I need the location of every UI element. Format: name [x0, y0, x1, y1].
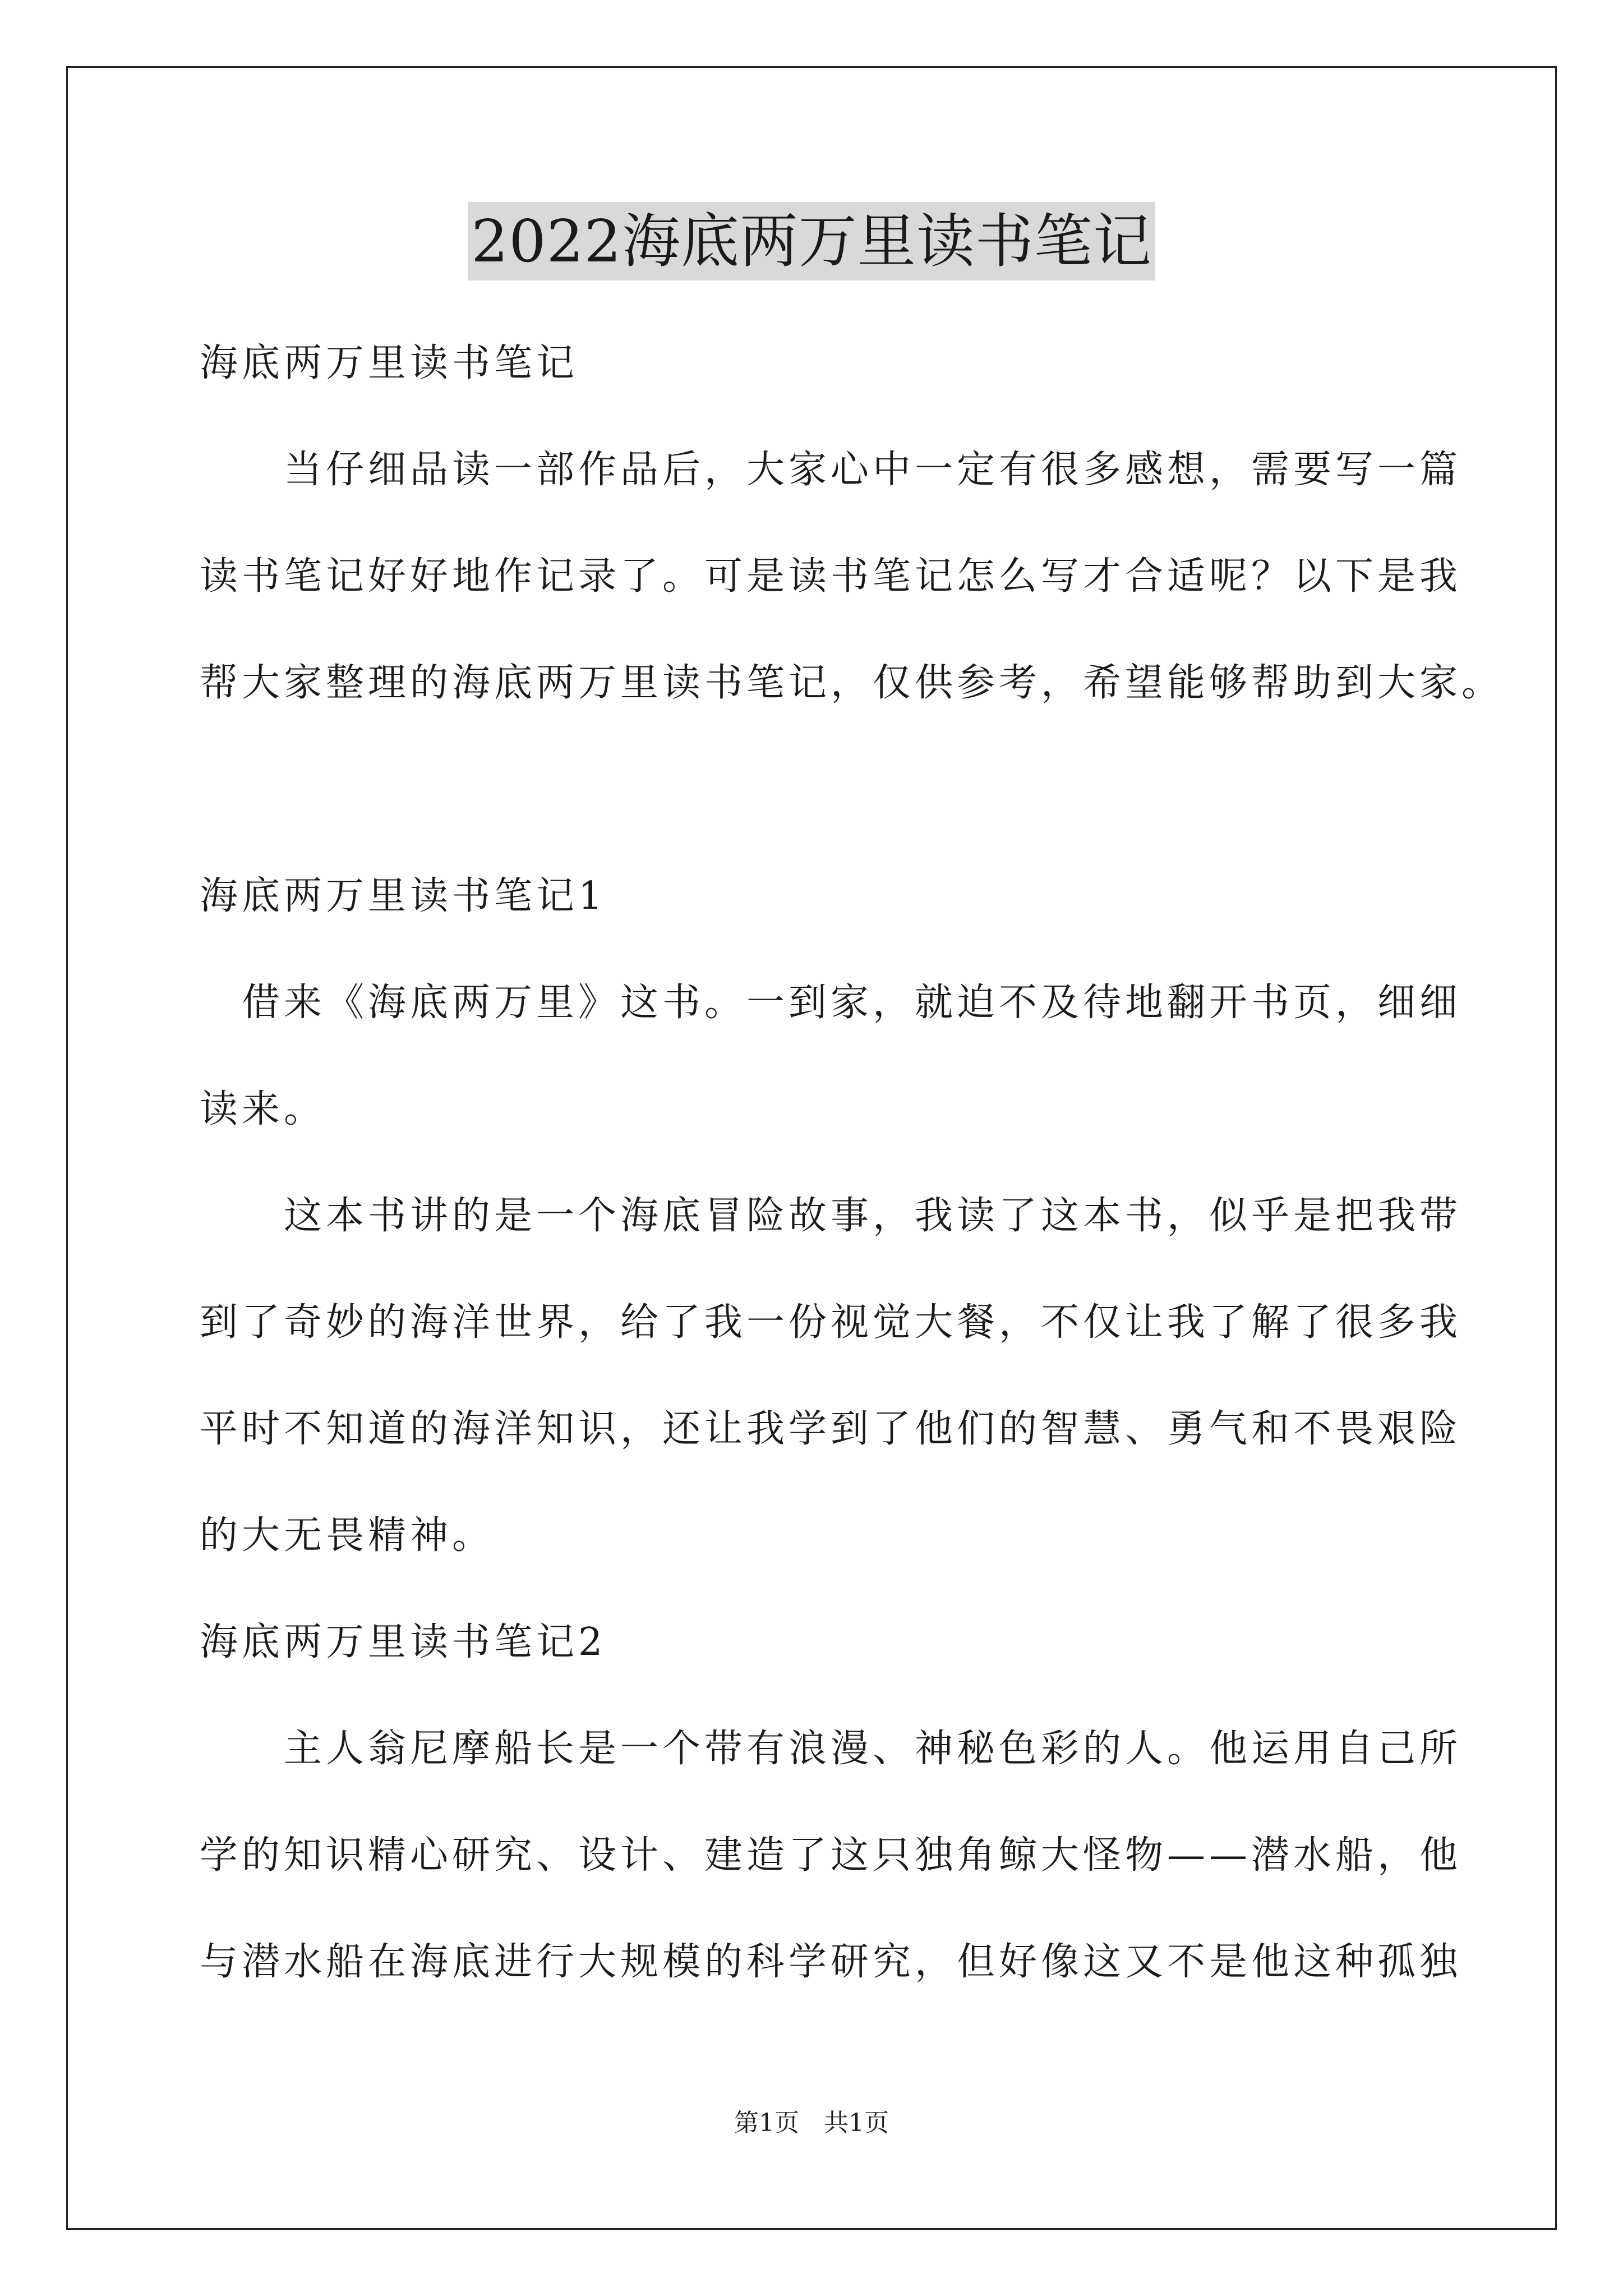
paragraph-line: 读来。 [200, 1087, 326, 1131]
page-number: 第1页 共1页 [734, 2109, 889, 2137]
page-footer [0, 2106, 1623, 2140]
paragraph-line: 借来《海底两万里》这书。一到家，就迫不及待地翻开书页，细细 [200, 981, 1462, 1025]
paragraph-line: 到了奇妙的海洋世界，给了我一份视觉大餐，不仅让我了解了很多我 [200, 1300, 1462, 1345]
document-title: 2022海底两万里读书笔记 [468, 202, 1155, 280]
paragraph-line: 当仔细品读一部作品后，大家心中一定有很多感想，需要写一篇 [200, 448, 1462, 492]
section-heading: 海底两万里读书笔记1 [200, 874, 607, 918]
section-heading: 海底两万里读书笔记2 [200, 1620, 607, 1664]
paragraph-line: 平时不知道的海洋知识，还让我学到了他们的智慧、勇气和不畏艰险 [200, 1407, 1462, 1451]
paragraph-line: 学的知识精心研究、设计、建造了这只独角鲸大怪物——潜水船，他 [200, 1833, 1462, 1878]
section-heading: 海底两万里读书笔记 [200, 341, 579, 385]
paragraph-line: 与潜水船在海底进行大规模的科学研究，但好像这又不是他这种孤独 [200, 1940, 1462, 1984]
paragraph-line: 的大无畏精神。 [200, 1513, 495, 1558]
title-container [0, 202, 1623, 280]
page-border [66, 66, 1557, 2230]
paragraph-line: 读书笔记好好地作记录了。可是读书笔记怎么写才合适呢？以下是我 [200, 554, 1462, 599]
paragraph-line: 主人翁尼摩船长是一个带有浪漫、神秘色彩的人。他运用自己所 [200, 1727, 1462, 1771]
paragraph-line: 这本书讲的是一个海底冒险故事，我读了这本书，似乎是把我带 [200, 1194, 1462, 1238]
paragraph-line: 帮大家整理的海底两万里读书笔记，仅供参考，希望能够帮助到大家。 [200, 661, 1504, 705]
